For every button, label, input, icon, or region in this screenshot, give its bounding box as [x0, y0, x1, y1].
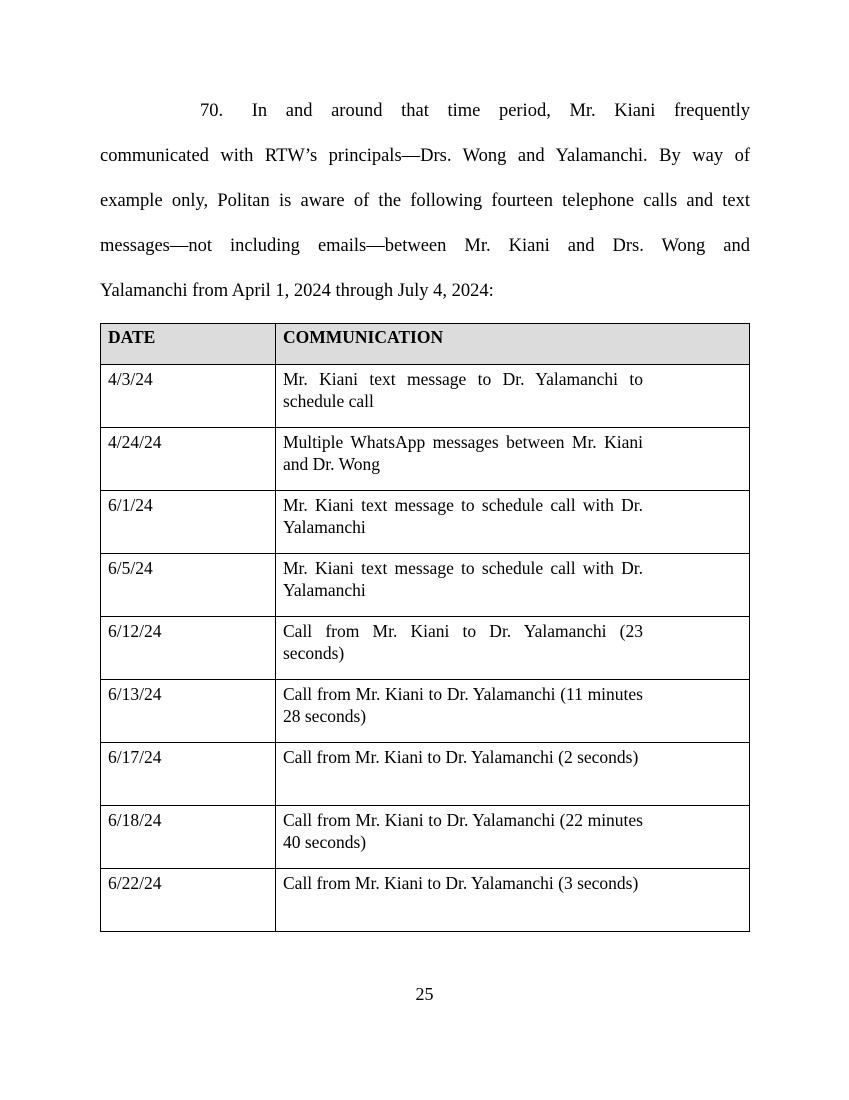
paragraph-70 — [100, 94, 750, 319]
communications-table — [100, 323, 750, 932]
date-cell: 4/24/24 — [101, 428, 276, 491]
communication-cell: Call from Mr. Kiani to Dr. Yalamanchi (23 seconds) — [276, 617, 750, 680]
table-row — [101, 365, 750, 428]
paragraph-number: 70. — [200, 101, 224, 121]
table-body — [101, 365, 750, 932]
table-row — [101, 617, 750, 680]
table-row — [101, 680, 750, 743]
date-cell: 6/13/24 — [101, 680, 276, 743]
table-header-row — [101, 324, 750, 365]
table-row — [101, 869, 750, 932]
communication-cell: Call from Mr. Kiani to Dr. Yalamanchi (22 minutes 40 seconds) — [276, 806, 750, 869]
communication-column-header: COMMUNICATION — [276, 324, 750, 365]
date-cell: 6/22/24 — [101, 869, 276, 932]
paragraph-line: messages—not including emails—between Mr. Kiani and Drs. Wong and — [100, 236, 750, 256]
paragraph-line: Yalamanchi from April 1, 2024 through July 4, 2024: — [100, 281, 494, 301]
paragraph-line: example only, Politan is aware of the following fourteen telephone calls and text — [100, 191, 750, 211]
date-cell: 6/12/24 — [101, 617, 276, 680]
table-row — [101, 491, 750, 554]
paragraph-line: 70. In and around that time period, Mr. Kiani frequently — [200, 101, 751, 121]
date-column-header: DATE — [101, 324, 276, 365]
table-row — [101, 554, 750, 617]
table-row — [101, 428, 750, 491]
communication-cell: Call from Mr. Kiani to Dr. Yalamanchi (3 seconds) — [276, 869, 750, 932]
date-cell: 6/17/24 — [101, 743, 276, 806]
table-row — [101, 743, 750, 806]
communication-cell: Mr. Kiani text message to Dr. Yalamanchi to schedule call — [276, 365, 750, 428]
communication-cell: Call from Mr. Kiani to Dr. Yalamanchi (11 minutes 28 seconds) — [276, 680, 750, 743]
date-cell: 6/5/24 — [101, 554, 276, 617]
communication-cell: Call from Mr. Kiani to Dr. Yalamanchi (2 seconds) — [276, 743, 750, 806]
communication-cell: Mr. Kiani text message to schedule call with Dr. Yalamanchi — [276, 554, 750, 617]
paragraph-line: communicated with RTW’s principals—Drs. Wong and Yalamanchi. By way of — [100, 146, 750, 166]
date-cell: 6/18/24 — [101, 806, 276, 869]
date-cell: 6/1/24 — [101, 491, 276, 554]
page-number: 25 — [415, 984, 434, 1004]
communication-cell: Mr. Kiani text message to schedule call with Dr. Yalamanchi — [276, 491, 750, 554]
table-row — [101, 806, 750, 869]
communication-cell: Multiple WhatsApp messages between Mr. Kiani and Dr. Wong — [276, 428, 750, 491]
date-cell: 4/3/24 — [101, 365, 276, 428]
